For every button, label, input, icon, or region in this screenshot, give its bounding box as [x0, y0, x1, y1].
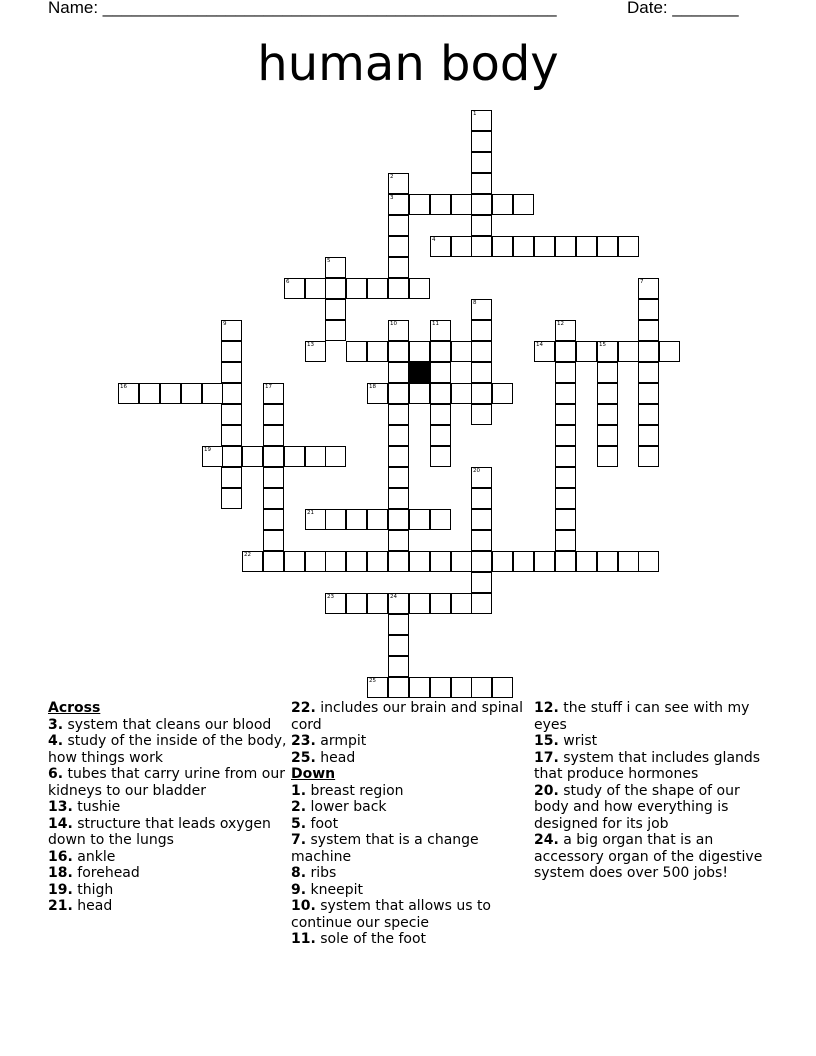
grid-cell[interactable]	[305, 278, 326, 299]
grid-cell[interactable]	[471, 110, 492, 131]
grid-cell[interactable]	[263, 530, 284, 551]
clue-item	[534, 700, 774, 733]
clue-item-number: 18.	[48, 865, 73, 881]
grid-cell[interactable]	[471, 362, 492, 383]
clue-item	[48, 766, 288, 799]
clue-column-1	[48, 700, 288, 915]
grid-cell[interactable]	[388, 530, 409, 551]
clue-number: 17	[265, 384, 272, 390]
grid-cell[interactable]	[325, 593, 346, 614]
clue-item-number: 23.	[291, 733, 316, 749]
grid-cell[interactable]	[471, 299, 492, 320]
grid-cell[interactable]	[659, 341, 680, 362]
grid-cell[interactable]	[325, 278, 346, 299]
clue-item-text: head	[315, 749, 356, 766]
grid-cell[interactable]	[618, 236, 639, 257]
clue-item-text: lower back	[306, 799, 387, 815]
section-heading: Across	[48, 700, 101, 716]
grid-cell[interactable]	[471, 383, 492, 404]
clue-item-text: ribs	[306, 865, 337, 881]
grid-cell[interactable]	[367, 278, 388, 299]
grid-cell[interactable]	[388, 383, 409, 404]
clue-item	[48, 898, 288, 915]
grid-cell[interactable]	[555, 383, 576, 404]
clue-number: 1	[473, 111, 477, 117]
clue-item-text: head	[72, 898, 113, 914]
clue-item	[534, 783, 774, 833]
clue-item-number: 19.	[48, 881, 73, 898]
clue-number: 4	[432, 237, 436, 243]
grid-cell[interactable]	[638, 341, 659, 362]
grid-cell[interactable]	[388, 488, 409, 509]
clue-item-text: system that is a change machine	[291, 832, 479, 865]
grid-cell[interactable]	[430, 362, 451, 383]
grid-cell[interactable]	[513, 236, 534, 257]
grid-cell[interactable]	[451, 551, 472, 572]
grid-cell[interactable]	[471, 593, 492, 614]
grid-cell[interactable]	[638, 551, 659, 572]
grid-cell[interactable]	[430, 341, 451, 362]
clue-item-text: system that allows us to continue our specie	[291, 898, 491, 931]
clue-number: 14	[536, 342, 543, 348]
clue-item-number: 8.	[291, 865, 307, 881]
clue-item	[48, 882, 288, 899]
clue-item-text: wrist	[558, 733, 598, 749]
grid-cell[interactable]	[492, 194, 513, 215]
grid-cell[interactable]	[409, 677, 430, 698]
clue-number: 16	[120, 384, 127, 390]
grid-cell[interactable]	[555, 236, 576, 257]
clue-item-text: a big organ that is an accessory organ of the digestive system does over 500 jobs!	[534, 832, 763, 881]
grid-cell[interactable]	[263, 425, 284, 446]
grid-cell[interactable]	[388, 278, 409, 299]
clue-number: 6	[286, 279, 290, 285]
grid-cell[interactable]	[409, 194, 430, 215]
grid-cell[interactable]	[597, 236, 618, 257]
grid-cell[interactable]	[430, 320, 451, 341]
clue-number: 18	[369, 384, 376, 390]
grid-cell[interactable]	[555, 530, 576, 551]
grid-cell[interactable]	[388, 362, 409, 383]
grid-cell[interactable]	[263, 488, 284, 509]
grid-cell[interactable]	[284, 278, 305, 299]
grid-cell[interactable]	[471, 467, 492, 488]
grid-cell[interactable]	[263, 467, 284, 488]
grid-cell[interactable]	[555, 467, 576, 488]
grid-cell[interactable]	[242, 446, 263, 467]
grid-cell[interactable]	[388, 593, 409, 614]
grid-cell[interactable]	[638, 383, 659, 404]
grid-cell[interactable]	[221, 404, 242, 425]
clue-number: 13	[307, 342, 314, 348]
grid-cell[interactable]	[576, 236, 597, 257]
grid-cell[interactable]	[388, 404, 409, 425]
clue-item-number: 22.	[291, 700, 316, 716]
grid-cell[interactable]	[471, 341, 492, 362]
grid-cell[interactable]	[638, 425, 659, 446]
grid-cell[interactable]	[492, 677, 513, 698]
grid-cell[interactable]	[305, 341, 326, 362]
grid-cell[interactable]	[263, 446, 284, 467]
grid-cell[interactable]	[638, 362, 659, 383]
grid-cell[interactable]	[471, 173, 492, 194]
name-field-label: Name: ________________________________________________	[48, 0, 557, 17]
grid-cell[interactable]	[451, 194, 472, 215]
clue-number: 25	[369, 678, 376, 684]
grid-cell[interactable]	[430, 593, 451, 614]
grid-cell[interactable]	[284, 551, 305, 572]
clue-item	[291, 783, 531, 800]
grid-cell[interactable]	[597, 551, 618, 572]
clue-item	[291, 931, 531, 948]
clue-number: 10	[390, 321, 397, 327]
grid-cell[interactable]	[346, 278, 367, 299]
grid-cell[interactable]	[492, 236, 513, 257]
clue-item-number: 21.	[48, 898, 73, 914]
clue-item	[291, 882, 531, 899]
grid-cell[interactable]	[451, 383, 472, 404]
clue-item-number: 25.	[291, 749, 316, 766]
grid-cell[interactable]	[471, 509, 492, 530]
grid-cell[interactable]	[618, 341, 639, 362]
clue-item	[48, 799, 288, 816]
grid-cell[interactable]	[576, 551, 597, 572]
grid-cell[interactable]	[451, 593, 472, 614]
clue-item	[291, 816, 531, 833]
grid-cell[interactable]	[471, 551, 492, 572]
clue-item-text: study of the shape of our body and how everything is designed for its job	[534, 782, 740, 832]
clue-item	[48, 717, 288, 734]
grid-cell[interactable]	[597, 404, 618, 425]
grid-cell[interactable]	[555, 551, 576, 572]
grid-cell[interactable]	[367, 341, 388, 362]
clue-item-text: ankle	[72, 848, 116, 865]
grid-cell[interactable]	[160, 383, 181, 404]
grid-cell[interactable]	[263, 383, 284, 404]
clue-item-number: 15.	[534, 733, 559, 749]
grid-cell[interactable]	[638, 446, 659, 467]
clue-item-number: 12.	[534, 700, 559, 716]
grid-cell[interactable]	[534, 236, 555, 257]
date-field-label: Date: _______	[627, 0, 739, 17]
grid-cell[interactable]	[430, 236, 451, 257]
grid-cell[interactable]	[388, 635, 409, 656]
clue-item-text: system that includes glands that produce hormones	[534, 749, 761, 782]
clue-item-number: 11.	[291, 931, 316, 947]
clue-number: 12	[557, 321, 564, 327]
grid-cell[interactable]	[388, 509, 409, 530]
grid-cell[interactable]	[597, 383, 618, 404]
grid-cell[interactable]	[492, 383, 513, 404]
clue-item-text: system that cleans our blood	[63, 716, 272, 733]
grid-cell[interactable]	[618, 551, 639, 572]
clue-item-number: 16.	[48, 848, 73, 865]
clue-number: 8	[473, 300, 477, 306]
clue-item-number: 6.	[48, 766, 64, 782]
clue-item-text: study of the inside of the body, how things work	[48, 733, 287, 766]
grid-cell[interactable]	[555, 425, 576, 446]
grid-cell[interactable]	[367, 593, 388, 614]
grid-cell[interactable]	[471, 530, 492, 551]
clue-item	[291, 832, 531, 865]
clue-item-text: thigh	[72, 881, 114, 898]
grid-cell[interactable]	[325, 320, 346, 341]
grid-cell[interactable]	[221, 341, 242, 362]
grid-cell[interactable]	[346, 509, 367, 530]
clue-number: 5	[327, 258, 331, 264]
clue-item	[48, 816, 288, 849]
clue-number: 23	[327, 594, 334, 600]
grid-cell[interactable]	[221, 488, 242, 509]
grid-cell[interactable]	[471, 572, 492, 593]
grid-cell[interactable]	[513, 551, 534, 572]
grid-cell[interactable]	[118, 383, 139, 404]
grid-cell[interactable]	[388, 173, 409, 194]
grid-cell[interactable]	[638, 320, 659, 341]
grid-cell[interactable]	[638, 278, 659, 299]
clue-item	[534, 750, 774, 783]
grid-cell[interactable]	[367, 677, 388, 698]
grid-cell[interactable]	[388, 257, 409, 278]
clue-item-text: the stuff i can see with my eyes	[534, 700, 750, 733]
clue-number: 7	[640, 279, 644, 285]
grid-cell[interactable]	[597, 341, 618, 362]
grid-cell[interactable]	[181, 383, 202, 404]
grid-cell[interactable]	[430, 404, 451, 425]
grid-cell[interactable]	[388, 215, 409, 236]
grid-cell[interactable]	[263, 404, 284, 425]
grid-cell[interactable]	[409, 593, 430, 614]
clue-item-text: forehead	[72, 865, 140, 881]
grid-cell[interactable]	[221, 467, 242, 488]
grid-cell[interactable]	[513, 194, 534, 215]
clue-number: 2	[390, 174, 394, 180]
clue-column-3	[534, 700, 774, 882]
clue-item	[48, 865, 288, 882]
grid-cell[interactable]	[305, 509, 326, 530]
grid-cell[interactable]	[471, 194, 492, 215]
grid-cell[interactable]	[576, 341, 597, 362]
grid-cell[interactable]	[325, 299, 346, 320]
clue-item-text: armpit	[315, 733, 367, 749]
grid-cell[interactable]	[451, 341, 472, 362]
clue-number: 9	[223, 321, 227, 327]
grid-cell[interactable]	[388, 467, 409, 488]
grid-cell[interactable]	[534, 341, 555, 362]
grid-cell[interactable]	[597, 362, 618, 383]
grid-cell[interactable]	[555, 404, 576, 425]
clue-item	[291, 733, 531, 750]
grid-cell[interactable]	[325, 446, 346, 467]
grid-cell[interactable]	[221, 446, 242, 467]
grid-cell[interactable]	[555, 341, 576, 362]
grid-cell[interactable]	[430, 551, 451, 572]
clue-item-number: 13.	[48, 799, 73, 815]
grid-cell[interactable]	[388, 656, 409, 677]
grid-cell[interactable]	[471, 236, 492, 257]
blocked-cell	[409, 362, 430, 383]
clue-item-number: 17.	[534, 749, 559, 766]
grid-cell[interactable]	[367, 383, 388, 404]
section-heading: Down	[291, 766, 336, 782]
clue-item-text: breast region	[306, 782, 404, 799]
grid-cell[interactable]	[263, 509, 284, 530]
clue-item-text: tubes that carry urine from our kidneys to our bladder	[48, 766, 285, 799]
grid-cell[interactable]	[430, 509, 451, 530]
grid-cell[interactable]	[284, 446, 305, 467]
grid-cell[interactable]	[597, 425, 618, 446]
clue-item-text: tushie	[72, 799, 121, 815]
clue-item	[48, 849, 288, 866]
clue-item	[291, 750, 531, 767]
grid-cell[interactable]	[325, 509, 346, 530]
clue-item-text: foot	[306, 815, 339, 832]
grid-cell[interactable]	[430, 383, 451, 404]
grid-cell[interactable]	[555, 362, 576, 383]
grid-cell[interactable]	[409, 341, 430, 362]
grid-cell[interactable]	[388, 236, 409, 257]
grid-cell[interactable]	[409, 383, 430, 404]
grid-cell[interactable]	[638, 299, 659, 320]
grid-cell[interactable]	[555, 509, 576, 530]
grid-cell[interactable]	[305, 551, 326, 572]
clue-item	[534, 733, 774, 750]
grid-cell[interactable]	[388, 194, 409, 215]
clue-item-number: 4.	[48, 733, 64, 749]
grid-cell[interactable]	[242, 551, 263, 572]
grid-cell[interactable]	[430, 446, 451, 467]
grid-cell[interactable]	[555, 446, 576, 467]
clue-item-text: sole of the foot	[315, 931, 426, 947]
grid-cell[interactable]	[430, 425, 451, 446]
clue-item-number: 9.	[291, 881, 307, 898]
grid-cell[interactable]	[534, 551, 555, 572]
clue-number: 15	[599, 342, 606, 348]
clue-item-text: includes our brain and spinal cord	[291, 700, 524, 733]
grid-cell[interactable]	[346, 551, 367, 572]
grid-cell[interactable]	[409, 278, 430, 299]
clue-item-number: 20.	[534, 782, 559, 799]
grid-cell[interactable]	[409, 551, 430, 572]
grid-cell[interactable]	[367, 509, 388, 530]
grid-cell[interactable]	[388, 341, 409, 362]
grid-cell[interactable]	[367, 551, 388, 572]
grid-cell[interactable]	[346, 341, 367, 362]
clue-number: 3	[390, 195, 394, 201]
grid-cell[interactable]	[471, 488, 492, 509]
grid-cell[interactable]	[202, 446, 223, 467]
grid-cell[interactable]	[471, 152, 492, 173]
grid-cell[interactable]	[305, 446, 326, 467]
grid-cell[interactable]	[492, 551, 513, 572]
grid-cell[interactable]	[263, 551, 284, 572]
grid-cell[interactable]	[555, 488, 576, 509]
clue-item-number: 10.	[291, 898, 316, 914]
grid-cell[interactable]	[221, 320, 242, 341]
grid-cell[interactable]	[430, 677, 451, 698]
grid-cell[interactable]	[388, 614, 409, 635]
grid-cell[interactable]	[388, 551, 409, 572]
grid-cell[interactable]	[471, 677, 492, 698]
clue-item-number: 24.	[534, 832, 559, 848]
clue-item	[291, 700, 531, 733]
grid-cell[interactable]	[409, 509, 430, 530]
clue-item-number: 5.	[291, 815, 307, 832]
clue-item-number: 7.	[291, 832, 307, 848]
grid-cell[interactable]	[471, 215, 492, 236]
clue-item-number: 2.	[291, 799, 307, 815]
grid-cell[interactable]	[325, 551, 346, 572]
grid-cell[interactable]	[221, 383, 242, 404]
clue-item	[291, 799, 531, 816]
grid-cell[interactable]	[471, 404, 492, 425]
clue-number: 24	[390, 594, 397, 600]
clue-column-2	[291, 700, 531, 948]
clue-item	[291, 865, 531, 882]
grid-cell[interactable]	[325, 257, 346, 278]
grid-cell[interactable]	[471, 320, 492, 341]
grid-cell[interactable]	[430, 194, 451, 215]
clue-item	[291, 898, 531, 931]
grid-cell[interactable]	[451, 677, 472, 698]
grid-cell[interactable]	[597, 446, 618, 467]
grid-cell[interactable]	[346, 593, 367, 614]
clue-number: 20	[473, 468, 480, 474]
grid-cell[interactable]	[139, 383, 160, 404]
grid-cell[interactable]	[388, 425, 409, 446]
grid-cell[interactable]	[638, 404, 659, 425]
clue-item-number: 1.	[291, 782, 307, 799]
clue-number: 19	[204, 447, 211, 453]
clue-item	[48, 733, 288, 766]
grid-cell[interactable]	[221, 425, 242, 446]
clue-item-number: 14.	[48, 815, 73, 832]
clue-item-text: structure that leads oxygen down to the lungs	[48, 815, 271, 848]
clue-number: 22	[244, 552, 251, 558]
grid-cell[interactable]	[388, 320, 409, 341]
clue-item-number: 3.	[48, 716, 64, 733]
clue-number: 11	[432, 321, 439, 327]
grid-cell[interactable]	[202, 383, 223, 404]
grid-cell[interactable]	[388, 446, 409, 467]
grid-cell[interactable]	[388, 677, 409, 698]
grid-cell[interactable]	[555, 320, 576, 341]
page-title: human body	[257, 36, 559, 92]
grid-cell[interactable]	[471, 131, 492, 152]
grid-cell[interactable]	[451, 236, 472, 257]
clue-number: 21	[307, 510, 314, 516]
grid-cell[interactable]	[221, 362, 242, 383]
clue-item-text: kneepit	[306, 881, 363, 898]
clue-item	[534, 832, 774, 882]
